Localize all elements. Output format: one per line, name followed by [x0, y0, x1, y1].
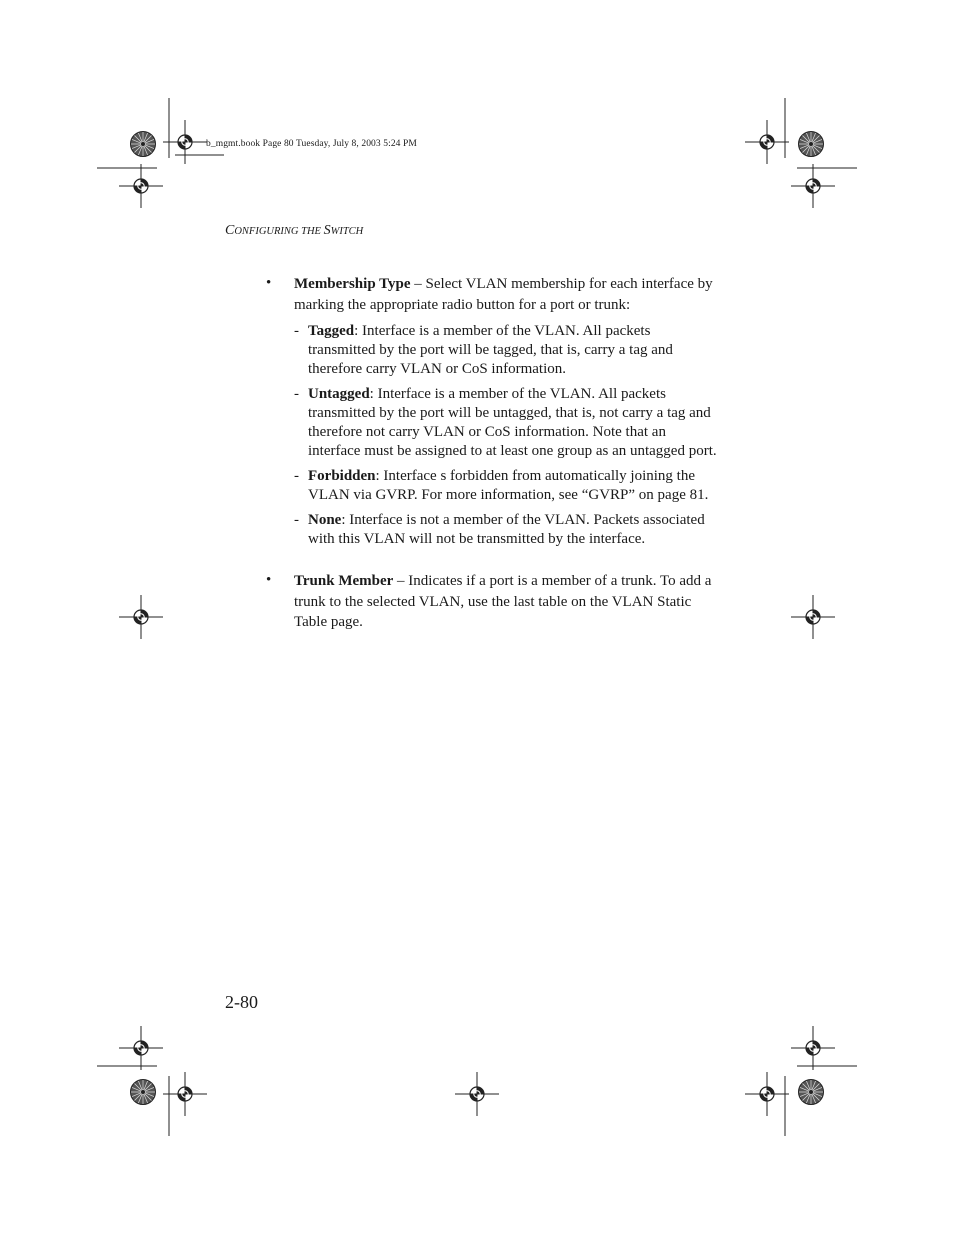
bullet-symbol: • [266, 572, 272, 588]
registration-mark-icon [119, 1026, 163, 1070]
dash-symbol: - [294, 386, 299, 402]
registration-mark-icon [163, 120, 207, 164]
dash-symbol: - [294, 512, 299, 528]
option-forbidden [294, 467, 718, 505]
starburst-target-icon [131, 132, 156, 157]
registration-mark-icon [745, 1072, 789, 1116]
starburst-target-icon [131, 1080, 156, 1105]
option-tagged [294, 322, 718, 379]
registration-mark-icon [119, 595, 163, 639]
bullet-trunk-member [266, 571, 718, 633]
dash-symbol: - [294, 323, 299, 339]
running-head-smallcaps: ONFIGURING THE [234, 226, 324, 237]
option-none [294, 511, 718, 549]
print-slug: b_mgmt.book Page 80 Tuesday, July 8, 2003 5:24 PM [206, 139, 417, 149]
option-description: : Interface is a member of the VLAN. All packets transmitted by the port will be tagged, that is, carry a tag and therefore carry VLAN or CoS information. [308, 323, 673, 377]
running-head-cap: S [323, 223, 331, 238]
dash-symbol: - [294, 468, 299, 484]
bullet-symbol: • [266, 275, 272, 291]
option-term: Forbidden [308, 468, 376, 484]
option-untagged [294, 385, 718, 461]
option-description: : Interface s forbidden from automatically joining the VLAN via GVRP. For more information, see “GVRP” on page 81. [308, 468, 709, 503]
bullet-paragraph [294, 571, 718, 633]
starburst-target-icon [799, 132, 824, 157]
option-term: Untagged [308, 386, 370, 402]
registration-mark-icon [791, 164, 835, 208]
bullet-membership-type [266, 274, 718, 549]
option-description: : Interface is a member of the VLAN. All packets transmitted by the port will be untagged, that is, not carry a tag and therefore not carry VLAN or CoS information. Note that an interface must be assigned to at least one group as an untagged port. [308, 386, 717, 459]
membership-options-list [294, 322, 718, 549]
page-number: 2-80 [225, 992, 258, 1012]
body-content [266, 274, 718, 633]
registration-mark-icon [163, 1072, 207, 1116]
registration-mark-icon [455, 1072, 499, 1116]
registration-mark-icon [791, 595, 835, 639]
term-label: Membership Type [294, 276, 411, 292]
running-head [225, 223, 363, 239]
registration-mark-icon [791, 1026, 835, 1070]
term-description: – Indicates if a port is a member of a trunk. To add a trunk to the selected VLAN, use the last table on the VLAN Static Table page. [294, 573, 712, 630]
option-term: Tagged [308, 323, 355, 339]
bullet-paragraph [294, 274, 718, 315]
registration-mark-icon [745, 120, 789, 164]
running-head-smallcaps: WITCH [330, 226, 364, 237]
option-term: None [308, 512, 342, 528]
running-head-cap: C [225, 223, 235, 238]
term-label: Trunk Member [294, 573, 394, 589]
term-description: – Select VLAN membership for each interface by marking the appropriate radio button for a port or trunk: [294, 276, 713, 313]
starburst-target-icon [799, 1080, 824, 1105]
registration-mark-icon [119, 164, 163, 208]
option-description: : Interface is not a member of the VLAN. Packets associated with this VLAN will not be transmitted by the interface. [308, 512, 705, 547]
